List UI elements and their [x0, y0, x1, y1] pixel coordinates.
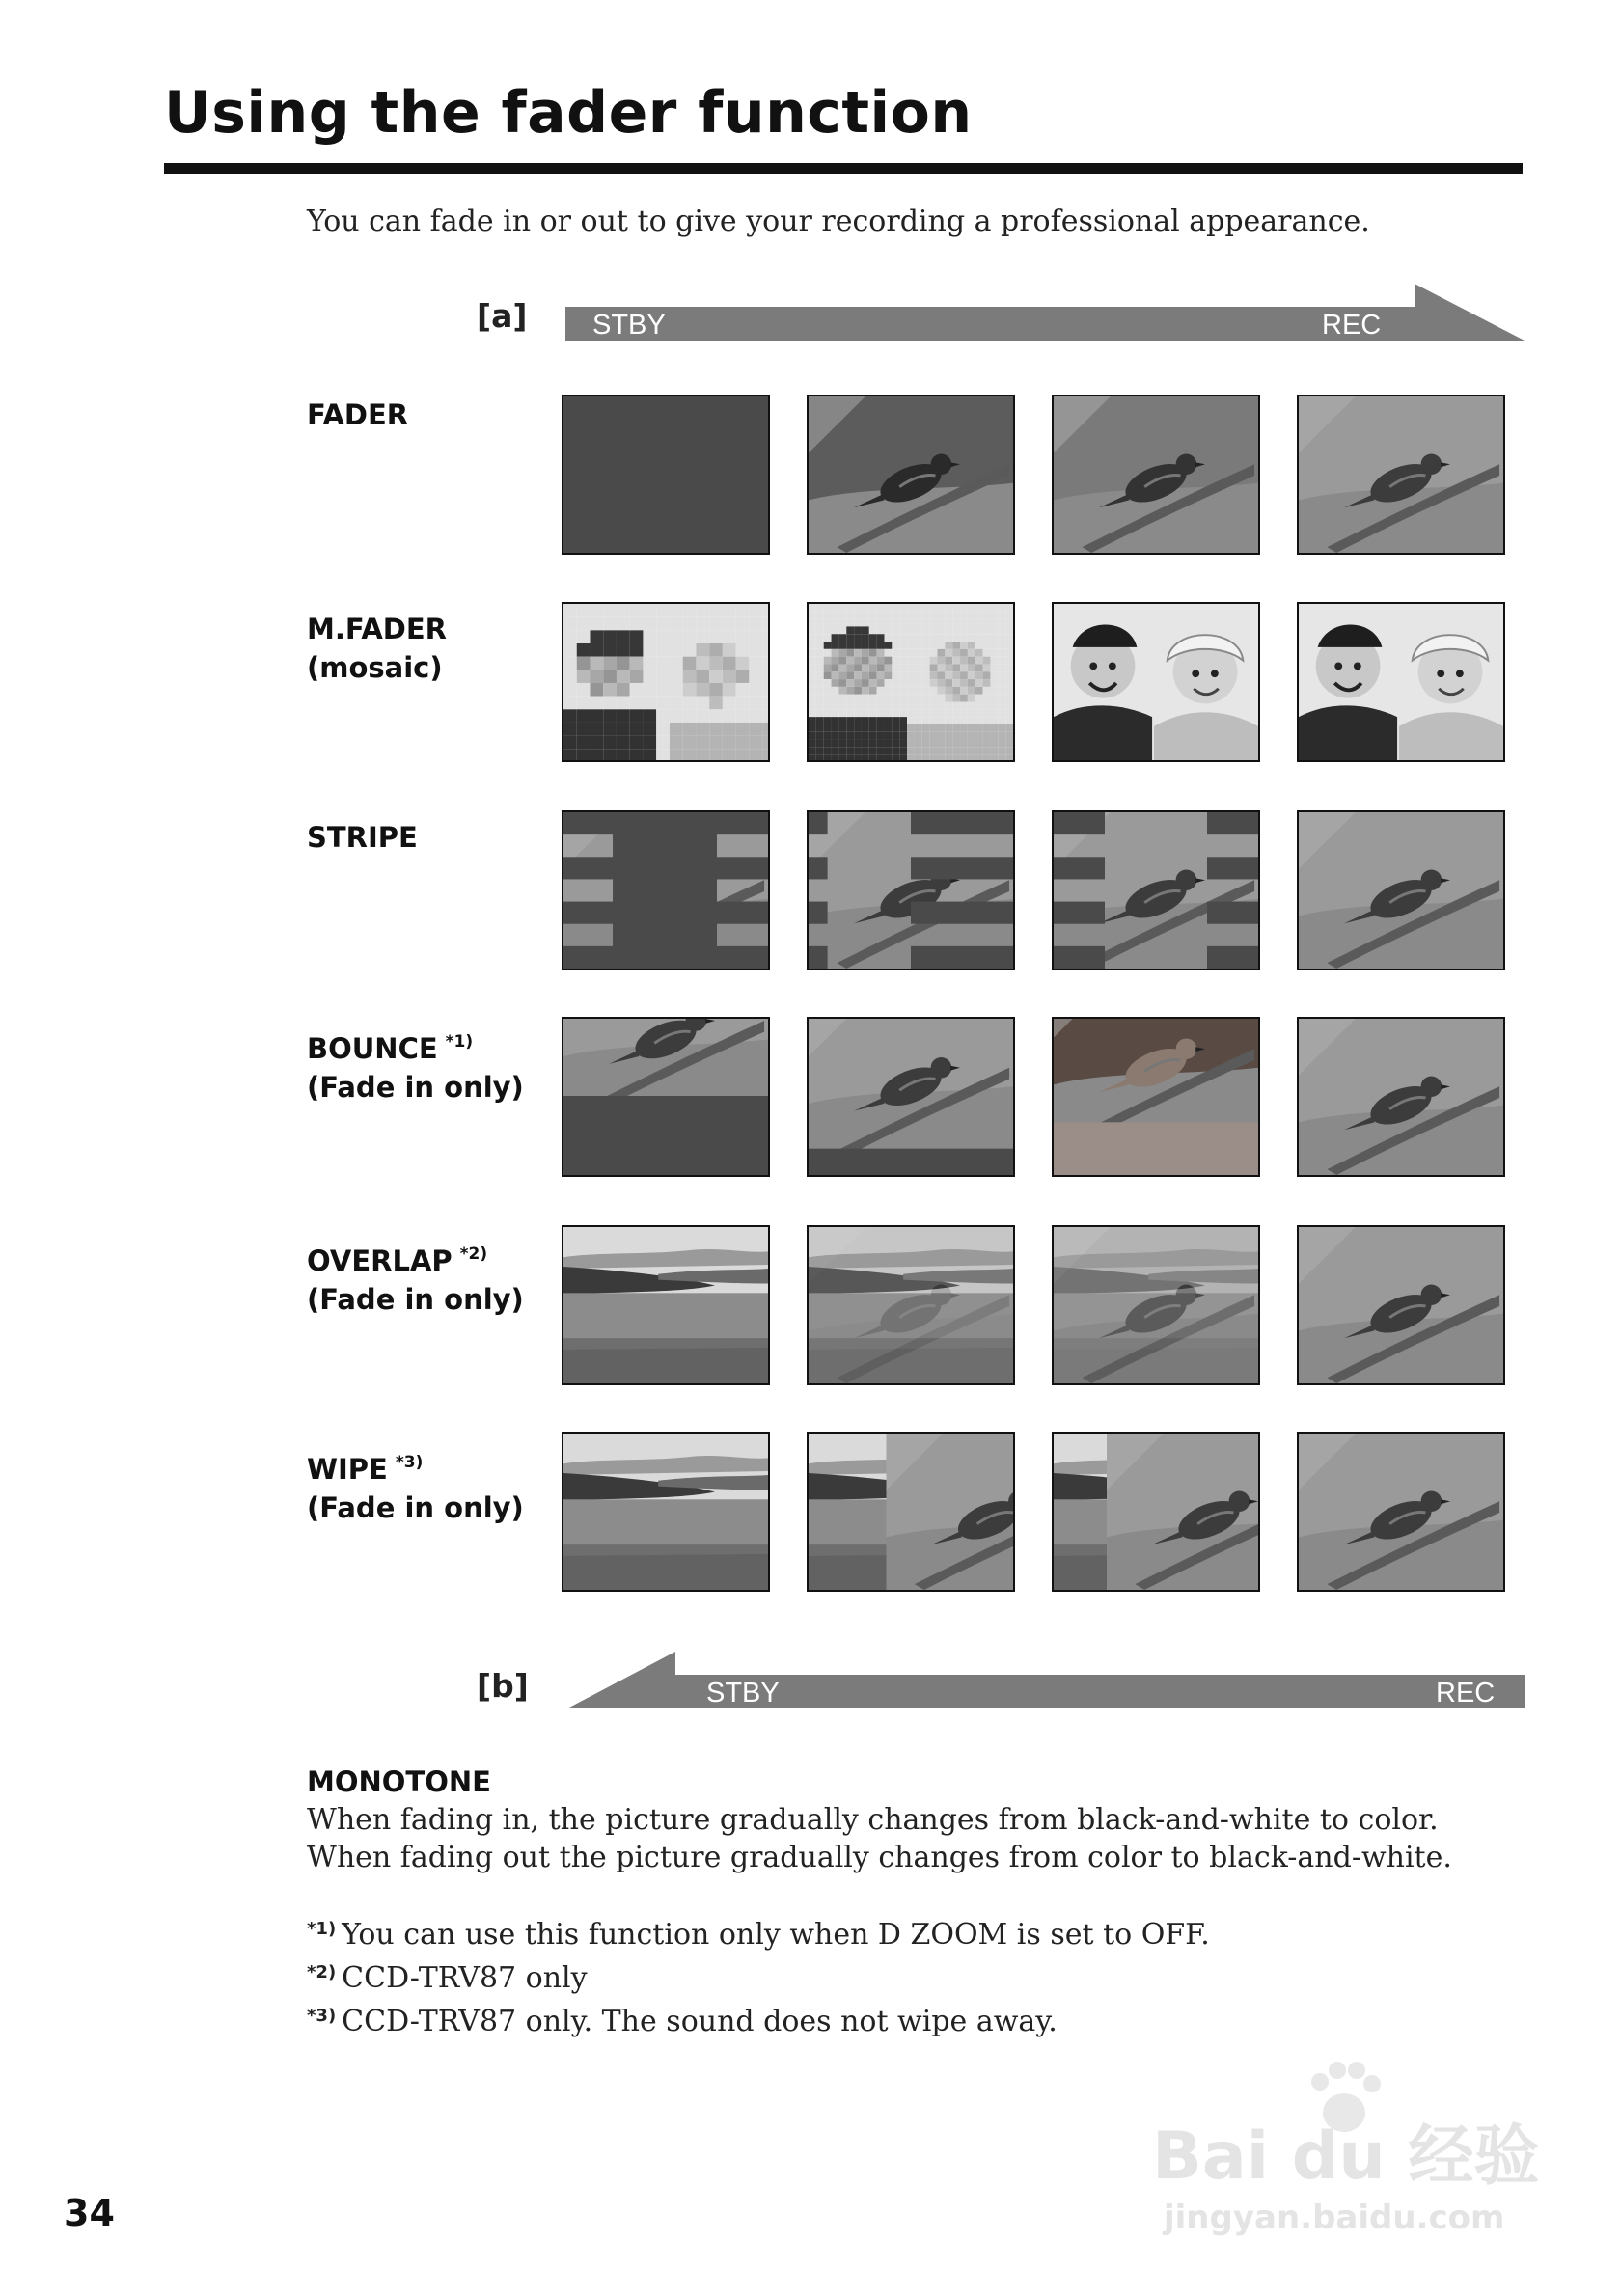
- frame-fader-3: [1052, 395, 1260, 555]
- note-mark-2: *2): [307, 1962, 337, 1982]
- frame-illustration: [563, 604, 768, 760]
- frame-illustration: [1299, 1019, 1503, 1175]
- monotone-heading: MONOTONE: [307, 1765, 491, 1798]
- arrow-b-start: STBY: [706, 1678, 780, 1708]
- frame-illustration: [1054, 1019, 1258, 1175]
- frame-overlap-4: [1297, 1225, 1505, 1385]
- monotone-line-2: When fading out the picture gradually changes from color to black-and-white.: [307, 1841, 1452, 1874]
- frame-illustration: [809, 1019, 1013, 1175]
- arrow-b: [567, 1650, 1525, 1709]
- frame-illustration: [563, 1227, 768, 1383]
- footnotes: [307, 1910, 1210, 2040]
- frame-illustration: [1054, 812, 1258, 969]
- arrow-a: [565, 282, 1525, 342]
- arrow-b-label: [b]: [477, 1667, 529, 1705]
- footnote-ref-1: *1): [445, 1032, 474, 1052]
- frame-illustration: [809, 1434, 1013, 1590]
- frame-bounce-4: [1297, 1017, 1505, 1177]
- arrow-b-end: REC: [1436, 1678, 1496, 1708]
- frame-illustration: [563, 812, 768, 969]
- row-label-bounce: BOUNCE $^{*1)}$ (Fade in only): [307, 1032, 524, 1104]
- row-label-mfader: M.FADER (mosaic): [307, 613, 448, 684]
- watermark-site: jingyan.baidu.com: [1164, 2199, 1505, 2237]
- frame-wipe-2: [807, 1432, 1015, 1592]
- footnote-ref-2: *2): [459, 1244, 488, 1264]
- frame-illustration: [1054, 1227, 1258, 1383]
- row-label-wipe: WIPE $^{*3)}$ (Fade in only): [307, 1453, 524, 1524]
- frame-illustration: [1054, 396, 1258, 553]
- note-text-1: You can use this function only when D ZOOM is set to OFF.: [342, 1918, 1210, 1952]
- frame-illustration: [1299, 396, 1503, 553]
- arrow-a-end: REC: [1322, 310, 1382, 341]
- frame-wipe-3: [1052, 1432, 1260, 1592]
- frame-bounce-2: [807, 1017, 1015, 1177]
- frame-overlap-1: [562, 1225, 770, 1385]
- frame-wipe-4: [1297, 1432, 1505, 1592]
- frame-illustration: [563, 1019, 768, 1175]
- note-mark-1: *1): [307, 1919, 337, 1939]
- frame-illustration: [809, 604, 1013, 760]
- title-rule: [164, 163, 1523, 174]
- frame-illustration: [1054, 1434, 1258, 1590]
- footnote-ref-3: *3): [395, 1453, 424, 1472]
- page-title: Using the fader function: [164, 79, 973, 147]
- intro-text: You can fade in or out to give your recording a professional appearance.: [307, 205, 1370, 238]
- frame-fader-2: [807, 395, 1015, 555]
- frame-mfader-2: [807, 602, 1015, 762]
- frame-illustration: [1299, 604, 1503, 760]
- frame-stripe-3: [1052, 810, 1260, 970]
- frame-mfader-4: [1297, 602, 1505, 762]
- page-number: 34: [64, 2192, 115, 2234]
- frame-fader-4: [1297, 395, 1505, 555]
- frame-bounce-1: [562, 1017, 770, 1177]
- frame-stripe-2: [807, 810, 1015, 970]
- frame-overlap-2: [807, 1225, 1015, 1385]
- watermark-brand: Bai du 经验: [1152, 2118, 1540, 2195]
- frame-illustration: [809, 812, 1013, 969]
- arrow-a-start: STBY: [592, 310, 666, 341]
- note-mark-3: *3): [307, 2006, 337, 2026]
- frame-illustration: [563, 396, 768, 553]
- frame-stripe-4: [1297, 810, 1505, 970]
- frame-overlap-3: [1052, 1225, 1260, 1385]
- note-text-3: CCD-TRV87 only. The sound does not wipe away.: [342, 2005, 1058, 2038]
- frame-mfader-3: [1052, 602, 1260, 762]
- note-text-2: CCD-TRV87 only: [342, 1961, 588, 1995]
- frame-illustration: [809, 1227, 1013, 1383]
- frame-wipe-1: [562, 1432, 770, 1592]
- frame-mfader-1: [562, 602, 770, 762]
- frame-illustration: [563, 1434, 768, 1590]
- frame-bounce-3: [1052, 1017, 1260, 1177]
- frame-illustration: [1299, 1434, 1503, 1590]
- row-label-stripe: STRIPE: [307, 821, 418, 854]
- arrow-a-label: [a]: [477, 297, 528, 335]
- frame-fader-1: [562, 395, 770, 555]
- frame-illustration: [1054, 604, 1258, 760]
- monotone-line-1: When fading in, the picture gradually changes from black-and-white to color.: [307, 1803, 1439, 1837]
- monotone-section: [307, 1763, 1452, 1876]
- row-label-overlap: OVERLAP $^{*2)}$ (Fade in only): [307, 1244, 524, 1316]
- frame-stripe-1: [562, 810, 770, 970]
- frame-illustration: [809, 396, 1013, 553]
- baidu-watermark: [1146, 2053, 1552, 2246]
- frame-illustration: [1299, 1227, 1503, 1383]
- row-label-fader: FADER: [307, 398, 409, 431]
- frame-illustration: [1299, 812, 1503, 969]
